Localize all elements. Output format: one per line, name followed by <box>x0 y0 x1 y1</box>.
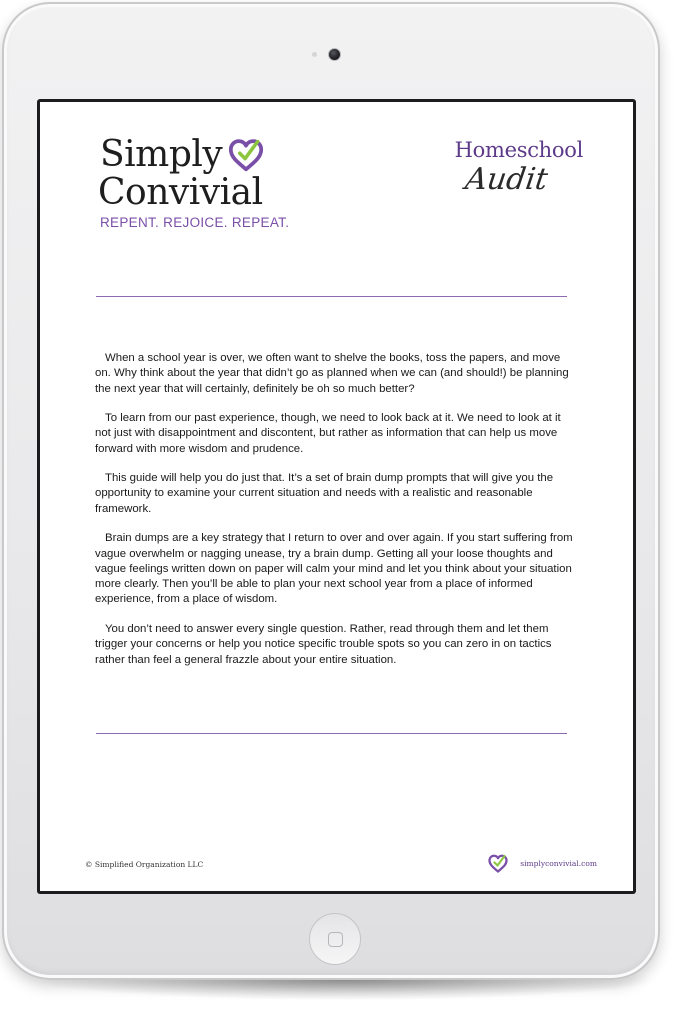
divider-bottom <box>96 733 567 734</box>
paragraph: Brain dumps are a key strategy that I return to over and over again. If you start suffering from vague overwhelm or nagging unease, try a brain dump. Getting all your loose thoughts and vague feelings written down on paper will calm your mind and let you think about your situation more clearly. Then you’ll be able to plan your next school year from a place of informed experience, from a place of wisdom. <box>95 532 573 606</box>
sensor <box>312 52 317 57</box>
paragraph: When a school year is over, we often want to shelve the books, toss the papers, and move on. Why think about the year that didn’t go as planned when we can (and should!) be planning the next year that will certainly, definitely be oh so much better? <box>95 352 569 395</box>
brand-logo <box>100 136 300 230</box>
document-subtitle: Audit <box>462 162 550 197</box>
document-title-block <box>455 138 583 197</box>
camera-icon <box>328 48 341 61</box>
document-title: Homeschool <box>454 138 583 162</box>
footer-brand <box>488 854 597 873</box>
paragraph: This guide will help you do just that. It’s a set of brain dump prompts that will give you the opportunity to examine your current situation and needs with a realistic and reasonable framework. <box>95 472 554 515</box>
home-button[interactable] <box>309 913 361 965</box>
heart-check-icon <box>488 854 508 873</box>
paragraph: You don’t need to answer every single question. Rather, read through them and let them trigger your concerns or help you notice specific trouble spots so you can zero in on tactics rather than feel a general frazzle about your entire situation. <box>95 622 552 666</box>
tablet-frame <box>2 2 660 980</box>
logo-word-convivial: Convivial <box>98 172 263 213</box>
footer-copyright: © Simplified Organization LLC <box>85 860 204 869</box>
footer-url[interactable]: simplyconvivial.com <box>520 859 597 868</box>
heart-check-icon <box>228 138 264 172</box>
screen <box>37 99 636 894</box>
logo-tagline: REPENT. REJOICE. REPEAT. <box>100 215 290 230</box>
body-text <box>95 351 573 682</box>
home-square-icon <box>328 932 343 947</box>
logo-word-simply: Simply <box>100 134 223 175</box>
document-page <box>40 102 633 891</box>
divider-top <box>96 296 567 297</box>
paragraph: To learn from our past experience, though, we need to look back at it. We need to look at it not just with disappointment and discontent, but rather as information that can help us move forward with more wisdom and prudence. <box>95 412 561 455</box>
